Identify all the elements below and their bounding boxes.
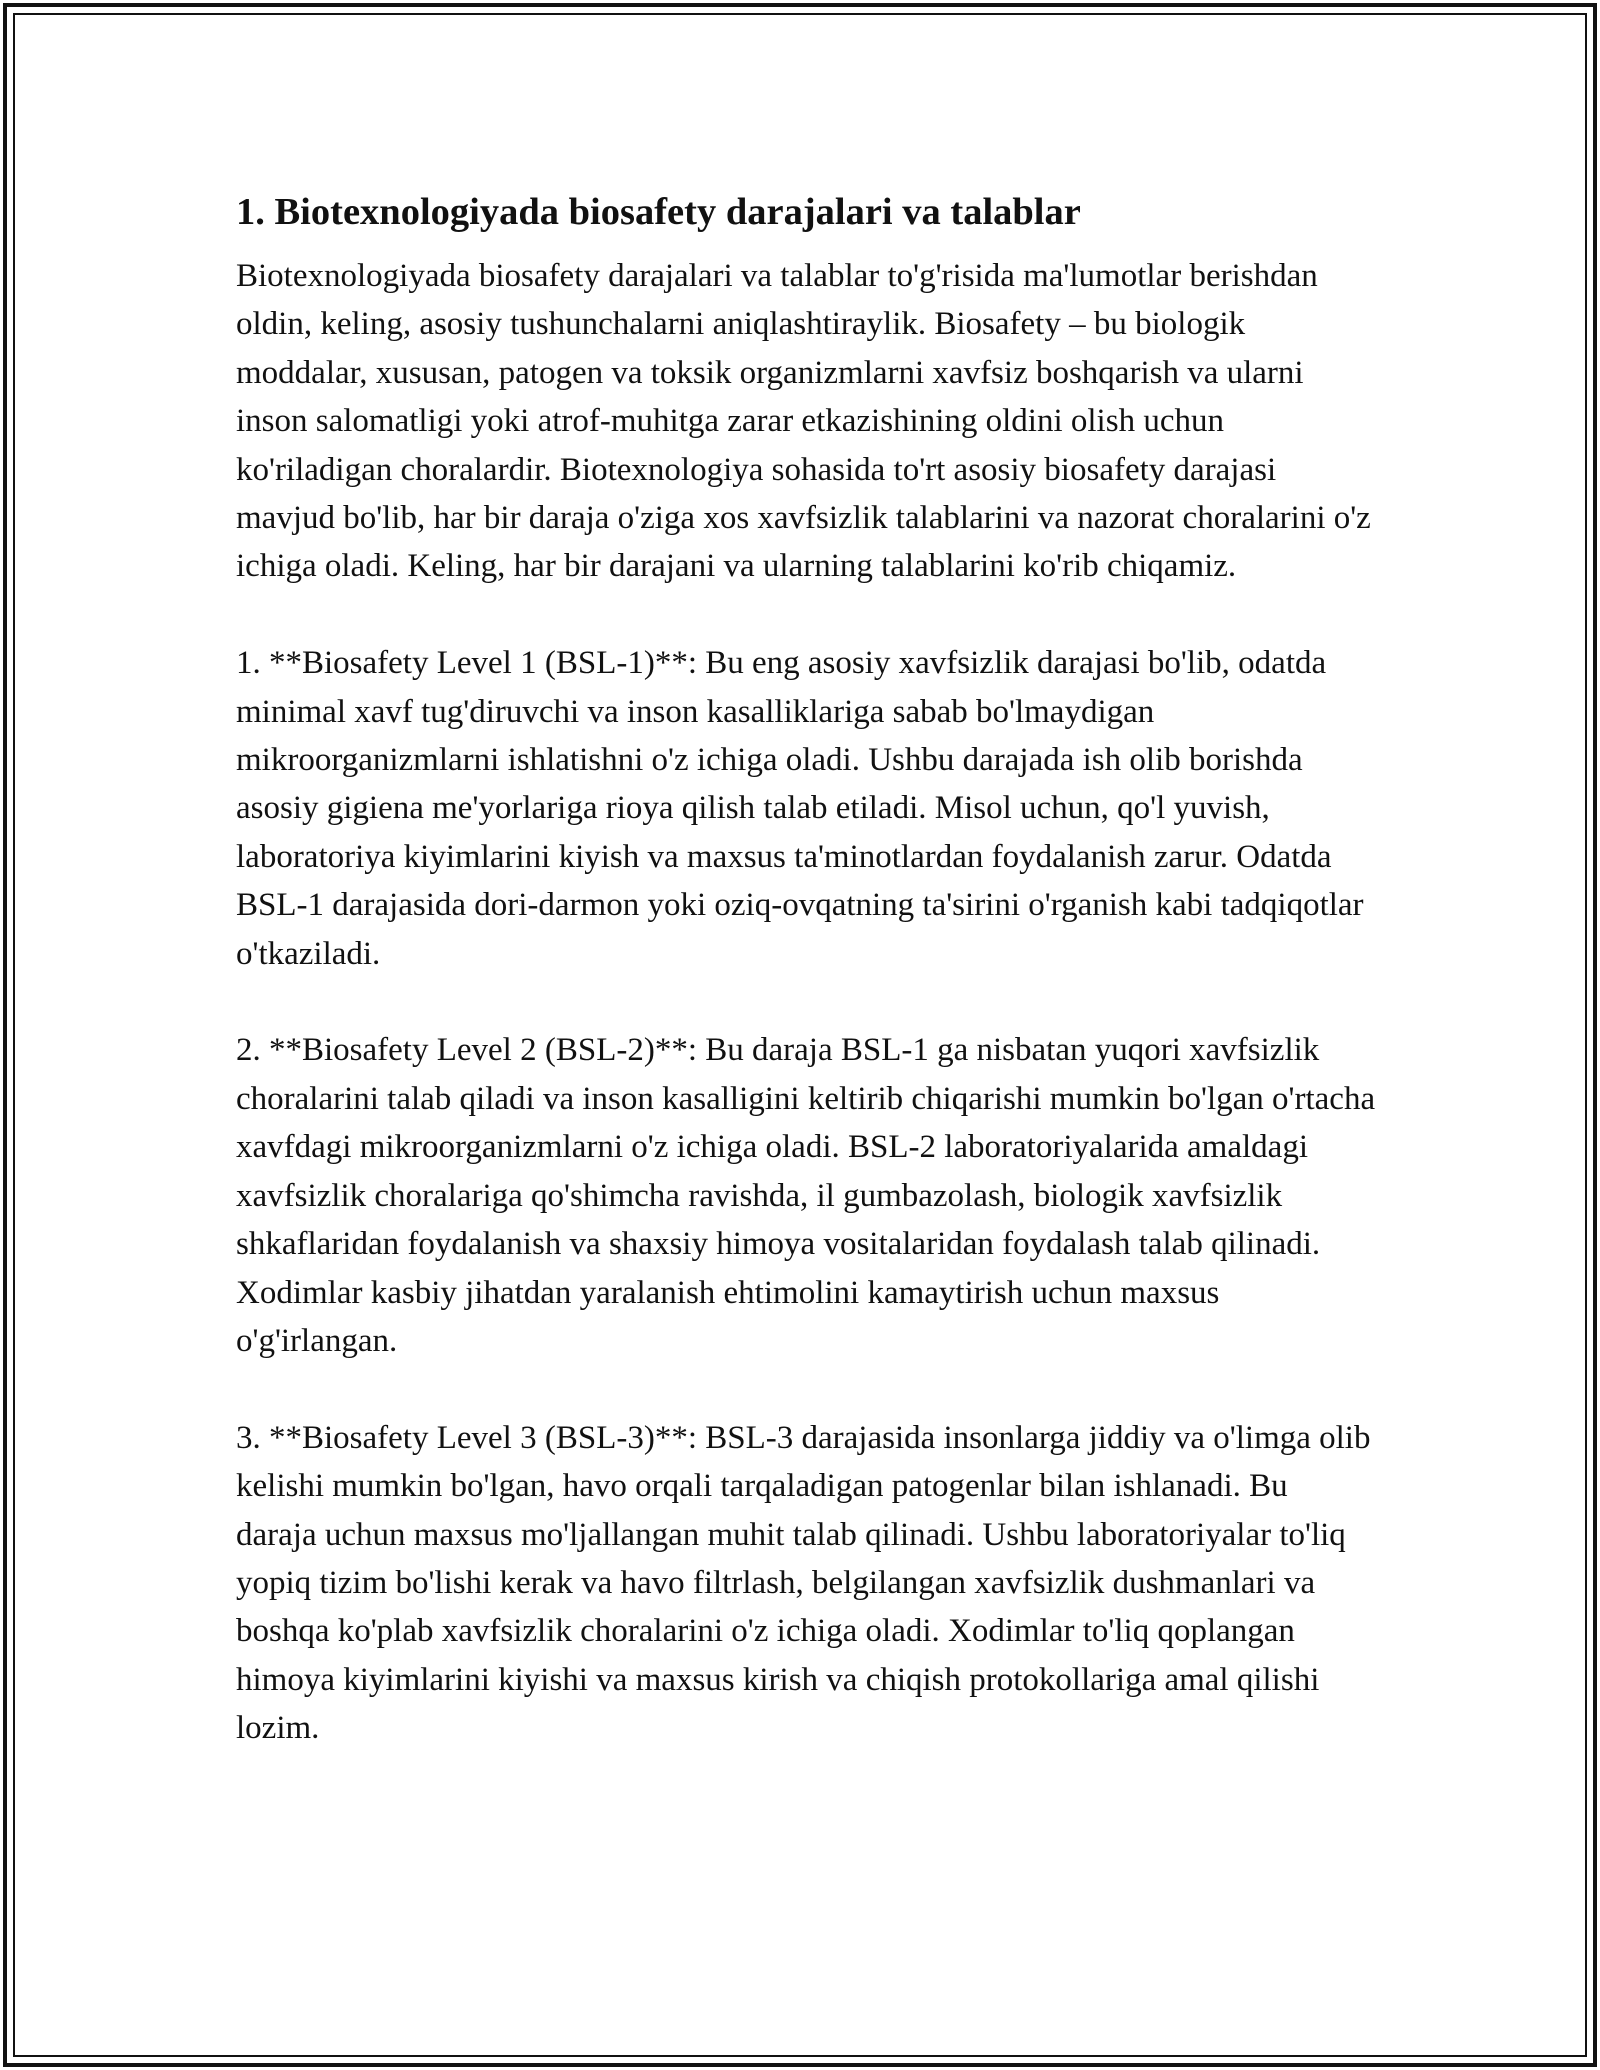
bsl-2-paragraph: 2. **Biosafety Level 2 (BSL-2)**: Bu daraja BSL-1 ga nisbatan yuqori xavfsizlik choralarini talab qiladi va inson kasalligini keltirib chiqarishi mumkin bo'lgan o'rtacha xavfdagi mikroorganizmlarni o'z ichiga oladi. BSL-2 laboratoriyalarida amaldagi xavfsizlik choralariga qo'shimcha ravishda, il gumbazolash, biologik xavfsizlik shkaflaridan foydalanish va shaxsiy himoya vositalaridan foydalash talab qilinadi. Xodimlar kasbiy jihatdan yaralanish ehtimolini kamaytirish uchun maxsus o'g'irlangan. xyxy=(236,1032,1376,1359)
bsl-3-paragraph: 3. **Biosafety Level 3 (BSL-3)**: BSL-3 darajasida insonlarga jiddiy va o'limga olib kelishi mumkin bo'lgan, havo orqali tarqaladigan patogenlar bilan ishlanadi. Bu daraja uchun maxsus mo'ljallangan muhit talab qilinadi. Ushbu laboratoriyalar to'liq yopiq tizim bo'lishi kerak va havo filtrlash, belgilangan xavfsizlik dushmanlari va boshqa ko'plab xavfsizlik choralarini o'z ichiga oladi. Xodimlar to'liq qoplangan himoya kiyimlarini kiyishi va maxsus kirish va chiqish protokollariga amal qilishi lozim. xyxy=(236,1419,1371,1747)
intro-paragraph: Biotexnologiyada biosafety darajalari va talablar to'g'risida ma'lumotlar berishdan oldin, keling, asosiy tushunchalarni aniqlashtiraylik. Biosafety – bu biologik moddalar, xususan, patogen va toksik organizmlarni xavfsiz boshqarish va ularni inson salomatligi yoki atrof-muhitga zarar etkazishining oldini olish uchun ko'riladigan choralardir. Biotexnologiya sohasida to'rt asosiy biosafety darajasi mavjud bo'lib, har bir daraja o'ziga xos xavfsizlik talablarini va nazorat choralarini o'z ichiga oladi. Keling, har bir darajani va ularning talablarini ko'rib chiqamiz. xyxy=(236,258,1371,585)
bsl-1-paragraph: 1. **Biosafety Level 1 (BSL-1)**: Bu eng asosiy xavfsizlik darajasi bo'lib, odatda minimal xavf tug'diruvchi va inson kasalliklariga sabab bo'lmaydigan mikroorganizmlarni ishlatishni o'z ichiga oladi. Ushbu darajada ish olib borishda asosiy gigiena me'yorlariga rioya qilish talab etiladi. Misol uchun, qo'l yuvish, laboratoriya kiyimlarini kiyish va maxsus ta'minotlardan foydalanish zarur. Odatda BSL-1 darajasida dori-darmon yoki oziq-ovqatning ta'sirini o'rganish kabi tadqiqotlar o'tkaziladi. xyxy=(236,645,1364,972)
document-body xyxy=(236,184,1376,1753)
document-title: 1. Biotexnologiyada biosafety darajalari va talablar xyxy=(236,191,1081,233)
